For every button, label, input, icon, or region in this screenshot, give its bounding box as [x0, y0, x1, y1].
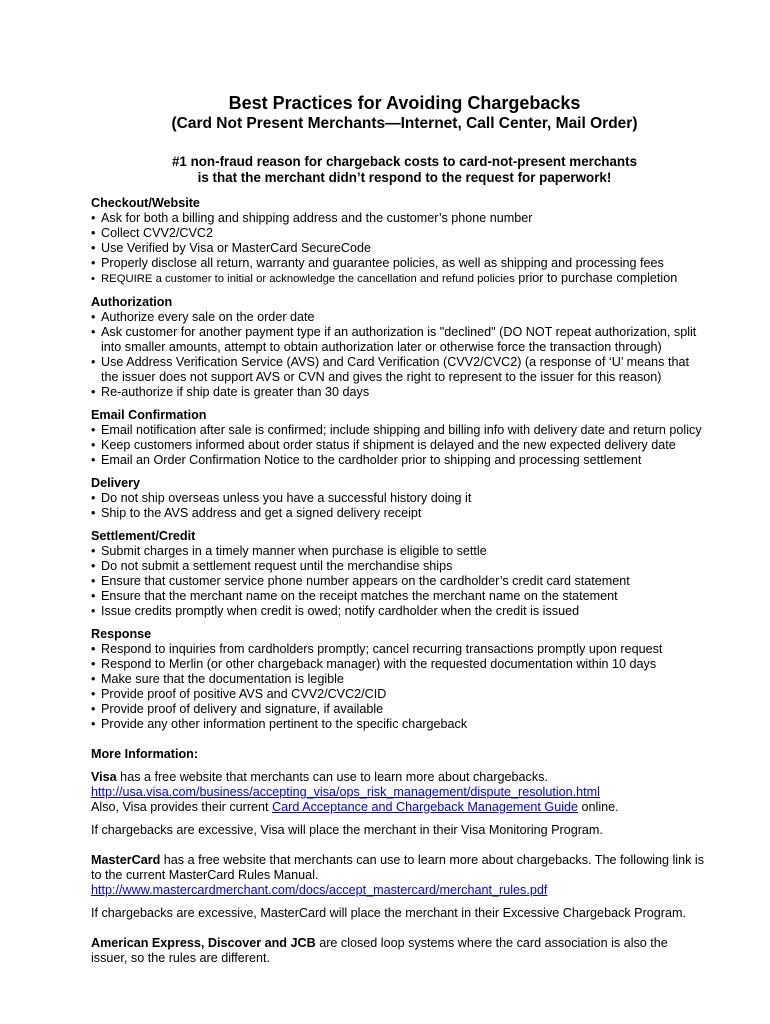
document-subtitle: (Card Not Present Merchants—Internet, Call Center, Mail Order) — [171, 115, 638, 132]
list-item: • Ask customer for another payment type if an authorization is "declined" (DO NOT repeat authorization, split into smaller amounts, attempt to obtain authorization later or otherwise force the transaction through) — [91, 325, 697, 354]
visa-guide-link[interactable]: Card Acceptance and Chargeback Management Guide — [272, 800, 579, 814]
section-title-authorization: Authorization — [91, 295, 173, 309]
list-item: • Provide proof of delivery and signature, if available — [91, 702, 384, 716]
authorization-list — [91, 310, 710, 400]
closed-loop-names: American Express, Discover and JCB — [91, 936, 316, 950]
list-item: • Ensure that the merchant name on the receipt matches the merchant name on the statement — [91, 589, 618, 603]
delivery-list — [91, 491, 710, 521]
list-item: • Use Address Verification Service (AVS) and Card Verification (CVV2/CVC2) (a response of ‘U’ means that the issuer does not support AVS or CVN and gives the right to represent to the issuer for this reason) — [91, 355, 689, 384]
section-title-email-confirmation: Email Confirmation — [91, 408, 207, 422]
more-information-title: More Information: — [91, 747, 199, 761]
settlement-credit-list — [91, 544, 710, 619]
list-item: • Do not submit a settlement request until the merchandise ships — [91, 559, 453, 573]
section-title-delivery: Delivery — [91, 476, 141, 490]
mastercard-excessive-note: If chargebacks are excessive, MasterCard will place the merchant in their Excessive Chargeback Program. — [91, 906, 686, 920]
list-item: • Provide any other information pertinent to the specific chargeback — [91, 717, 468, 731]
visa-excessive-note: If chargebacks are excessive, Visa will place the merchant in their Visa Monitoring Program. — [91, 823, 603, 837]
response-list — [91, 642, 710, 732]
visa-name: Visa — [91, 770, 117, 784]
mastercard-paragraph: MasterCard has a free website that merchants can use to learn more about chargebacks. The following link is to the current MasterCard Rules Manual. http://www.mastercardmerchant.com/docs/accept_mastercard/merchant_rules.pdf — [91, 853, 704, 897]
visa-dispute-resolution-link[interactable]: http://usa.visa.com/business/accepting_visa/ops_risk_management/dispute_resolution.html — [91, 785, 600, 799]
document-title: Best Practices for Avoiding Chargebacks — [228, 93, 581, 113]
section-title-settlement-credit: Settlement/Credit — [91, 529, 196, 543]
list-item: • Authorize every sale on the order date — [91, 310, 315, 324]
list-item: • Issue credits promptly when credit is owed; notify cardholder when the credit is issued — [91, 604, 580, 618]
section-title-response: Response — [91, 627, 152, 641]
list-item: • Email notification after sale is confirmed; include shipping and billing info with delivery date and return policy — [91, 423, 702, 437]
section-title-checkout: Checkout/Website — [91, 196, 200, 210]
list-item: • Respond to Merlin (or other chargeback manager) with the requested documentation within 10 days — [91, 657, 657, 671]
mastercard-name: MasterCard — [91, 853, 161, 867]
list-item: • Make sure that the documentation is legible — [91, 672, 344, 686]
list-item: • Provide proof of positive AVS and CVV2/CVC2/CID — [91, 687, 387, 701]
list-item: • Keep customers informed about order status if shipment is delayed and the new expected delivery date — [91, 438, 676, 452]
list-item: • REQUIRE a customer to initial or acknowledge the cancellation and refund policies prior to purchase completion — [91, 271, 678, 285]
closed-loop-paragraph: American Express, Discover and JCB are closed loop systems where the card association is also the issuer, so the rules are different. — [91, 936, 668, 965]
email-confirmation-list — [91, 423, 710, 468]
alert-line-2: is that the merchant didn’t respond to the request for paperwork! — [197, 170, 612, 185]
list-item: • Ensure that customer service phone number appears on the cardholder’s credit card statement — [91, 574, 630, 588]
list-item: • Use Verified by Visa or MasterCard SecureCode — [91, 241, 371, 255]
list-item: • Ship to the AVS address and get a signed delivery receipt — [91, 506, 422, 520]
alert-line-1: #1 non-fraud reason for chargeback costs to card-not-present merchants — [171, 154, 638, 169]
visa-paragraph: Visa has a free website that merchants can use to learn more about chargebacks. http://usa.visa.com/business/accepting_visa/ops_risk_management/dispute_resolution.html Also, Visa provides their current Card Acceptance and Chargeback Management Guide online. — [91, 770, 619, 814]
list-item: • Ask for both a billing and shipping address and the customer’s phone number — [91, 211, 533, 225]
checkout-list — [91, 211, 710, 287]
list-item: • Email an Order Confirmation Notice to the cardholder prior to shipping and processing settlement — [91, 453, 642, 467]
alert-statement — [91, 154, 710, 186]
mastercard-rules-link[interactable]: http://www.mastercardmerchant.com/docs/accept_mastercard/merchant_rules.pdf — [91, 883, 548, 897]
list-item: • Submit charges in a timely manner when purchase is eligible to settle — [91, 544, 487, 558]
list-item: • Re-authorize if ship date is greater than 30 days — [91, 385, 370, 399]
list-item: • Do not ship overseas unless you have a successful history doing it — [91, 491, 472, 505]
list-item: • Collect CVV2/CVC2 — [91, 226, 213, 240]
list-item: • Respond to inquiries from cardholders promptly; cancel recurring transactions promptly upon request — [91, 642, 663, 656]
list-item: • Properly disclose all return, warranty and guarantee policies, as well as shipping and processing fees — [91, 256, 664, 270]
